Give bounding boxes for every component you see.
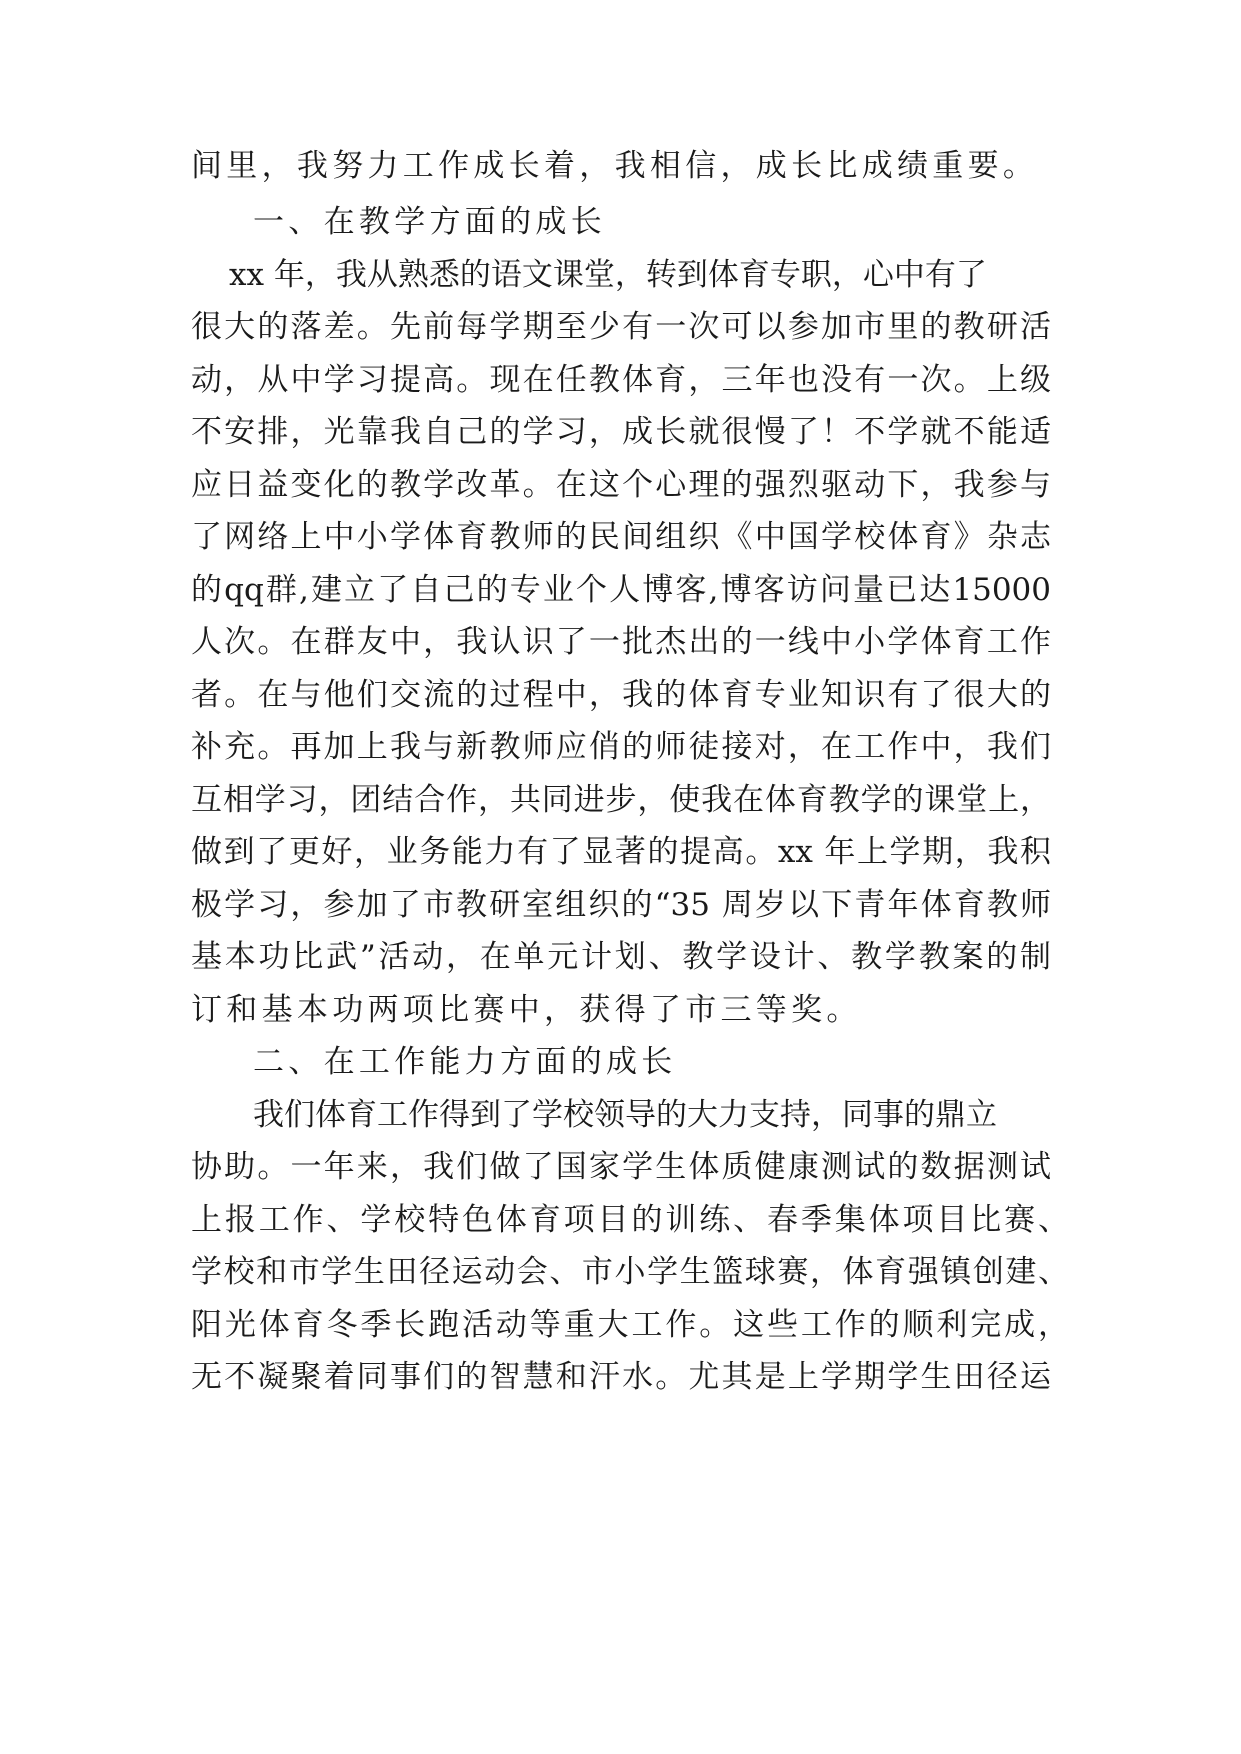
text-line: 应日益变化的教学改革。在这个心理的强烈驱动下，我参与 (191, 467, 1051, 503)
text-line: 了网络上中小学体育教师的民间组织《中国学校体育》杂志 (191, 519, 1051, 555)
text-line: 互相学习，团结合作，共同进步，使我在体育教学的课堂上， (191, 782, 1051, 818)
text-line: 补充。再加上我与新教师应俏的师徒接对，在工作中，我们 (191, 729, 1051, 765)
paragraph-first-line: xx 年，我从熟悉的语文课堂，转到体育专职，心中有了 (229, 257, 987, 293)
text-line: 的qq群,建立了自己的专业个人博客,博客访问量已达15000 (191, 572, 1051, 608)
section-heading: 二、在工作能力方面的成长 (253, 1044, 677, 1080)
text-line: 学校和市学生田径运动会、市小学生篮球赛，体育强镇创建、 (191, 1254, 1069, 1290)
text-line: 阳光体育冬季长跑活动等重大工作。这些工作的顺利完成， (191, 1307, 1069, 1343)
text-line: 动，从中学习提高。现在任教体育，三年也没有一次。上级 (191, 362, 1051, 398)
text-line: 订和基本功两项比赛中，获得了市三等奖。 (191, 992, 862, 1028)
text-line: 做到了更好，业务能力有了显著的提高。xx 年上学期，我积 (191, 834, 1051, 870)
text-line: 不安排，光靠我自己的学习，成长就很慢了！不学就不能适 (191, 414, 1051, 450)
text-line: 极学习，参加了市教研室组织的“35 周岁以下青年体育教师 (191, 887, 1051, 923)
text-line: 很大的落差。先前每学期至少有一次可以参加市里的教研活 (191, 309, 1051, 345)
text-line: 者。在与他们交流的过程中，我的体育专业知识有了很大的 (191, 677, 1051, 713)
section-heading: 一、在教学方面的成长 (253, 204, 606, 240)
paragraph-first-line: 我们体育工作得到了学校领导的大力支持，同事的鼎立 (253, 1097, 997, 1133)
text-line: 上报工作、学校特色体育项目的训练、春季集体项目比赛、 (191, 1202, 1069, 1238)
text-line: 基本功比武”活动，在单元计划、教学设计、教学教案的制 (191, 939, 1051, 975)
text-line: 间里，我努力工作成长着，我相信，成长比成绩重要。 (191, 148, 1039, 184)
text-line: 协助。一年来，我们做了国家学生体质健康测试的数据测试 (191, 1149, 1051, 1185)
text-line: 人次。在群友中，我认识了一批杰出的一线中小学体育工作 (191, 624, 1051, 660)
text-line: 无不凝聚着同事们的智慧和汗水。尤其是上学期学生田径运 (191, 1359, 1051, 1395)
